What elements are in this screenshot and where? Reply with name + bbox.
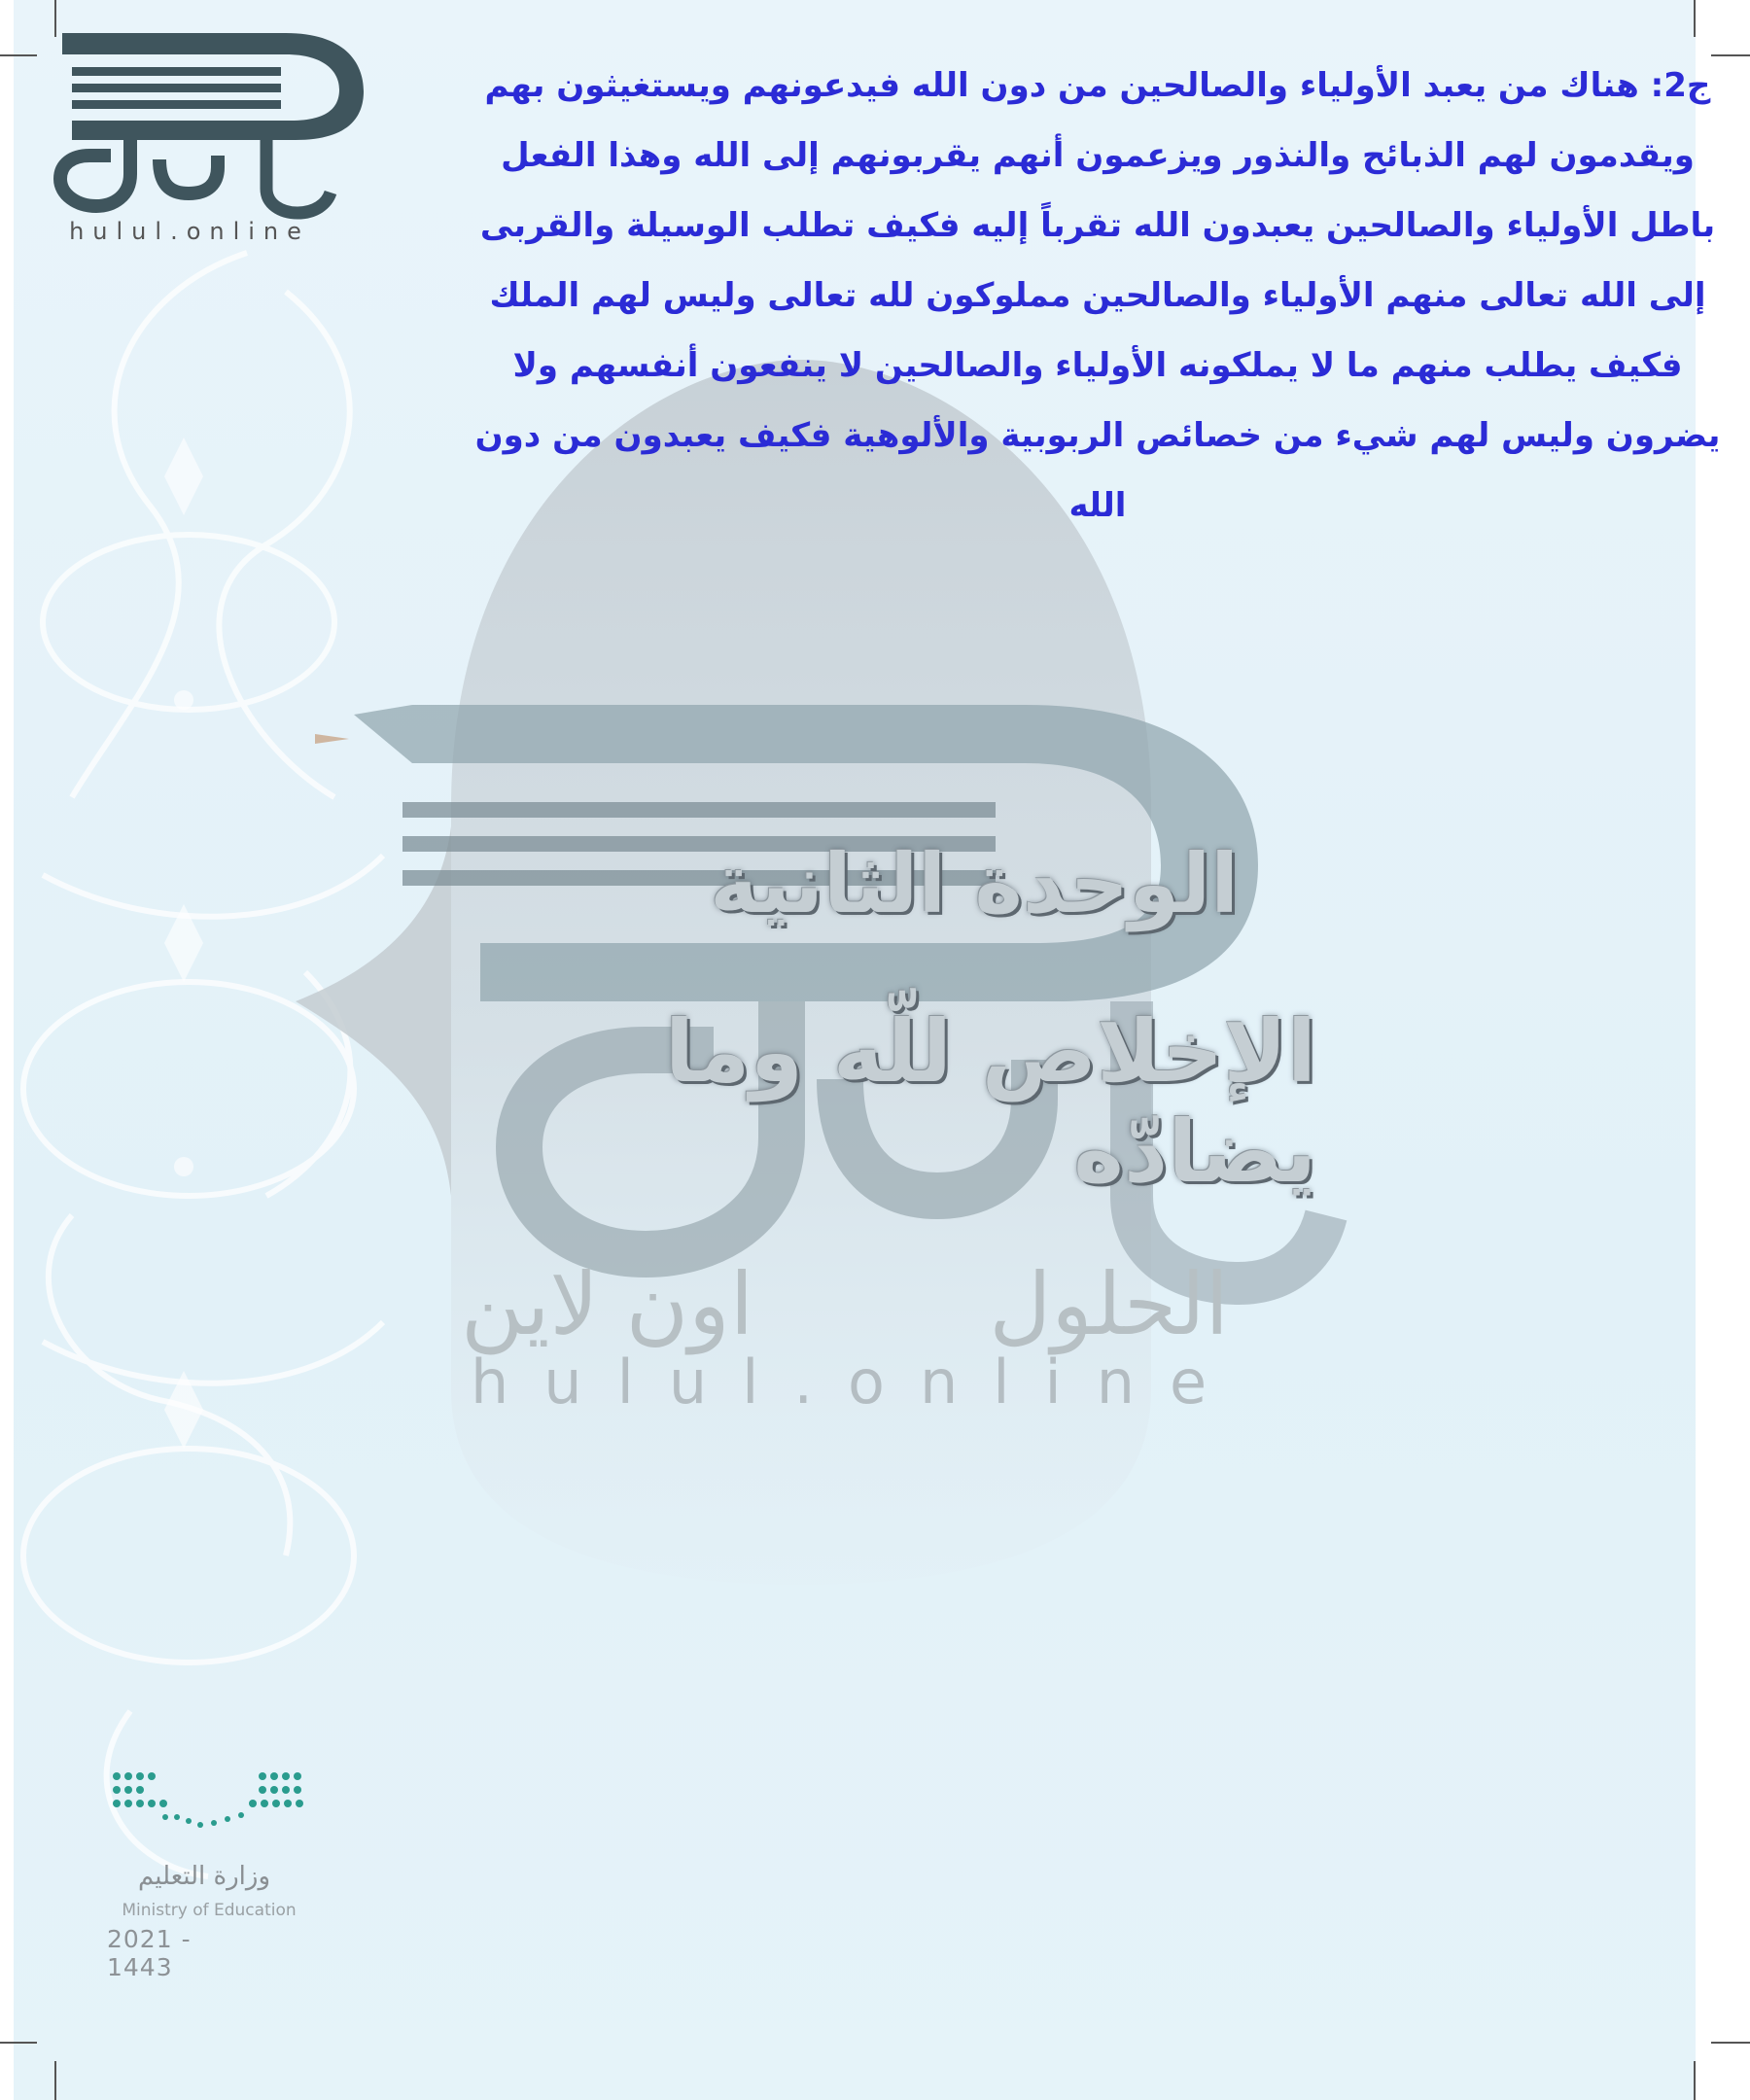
crop-mark-bottom-right-v [1694,2061,1696,2100]
ministry-name-ar: وزارة التعليم [137,1862,271,1891]
watermark-arabic [461,1254,1229,1354]
crop-mark-top-left-v [54,0,56,37]
answer-text: هناك من يعبد الأولياء والصالحين من دون الله فيدعونهم ويستغيثون بهم ويقدمون لهم الذبائح والنذور ويزعمون أنهم يقربونهم إلى الله وهذا الفعل باطل الأولياء والصالحين يعبدون الله تقرباً إليه فكيف تطلب الوسيلة والقربى إلى الله تعالى منهم الأولياء والصالحين مملوكون لله تعالى وليس لهم الملك فكيف يطلب منهم ما لا يملكونه الأولياء والصالحين لا ينفعون أنفسهم ولا يضرون وليس لهم شيء من خصائص الربوبية والألوهية فكيف يعبدون من دون الله [474,66,1721,525]
ministry-year: 2021 - 1443 [107,1925,192,1981]
answer-paragraph [471,51,1725,541]
ministry-name-en: Ministry of Education [122,1901,297,1920]
answer-label: ج2: [1650,66,1711,105]
brand-logo-mark [43,14,354,247]
textbook-page [14,0,1721,2100]
crop-mark-bottom-left-h [0,2042,37,2044]
brand-site: hulul.online [69,218,310,245]
crop-mark-top-right-v [1694,0,1696,37]
crop-mark-top-left-h [0,54,37,56]
watermark-left-text: الحلول [989,1254,1229,1354]
unit-subtitle: الإخلاص للّه وما يضادّه [664,1001,1316,1202]
crop-mark-top-right-h [1711,54,1750,56]
unit-title: الوحدة الثانية [710,836,1239,931]
crop-mark-bottom-left-v [54,2061,56,2100]
ministry-emblem-icon [107,1765,311,1852]
crop-mark-bottom-right-h [1711,2042,1750,2044]
watermark-right-text: اون لاين [461,1254,754,1354]
watermark-site: hulul.online [471,1347,1242,1418]
ministry-logo [107,1765,331,1981]
brand-logo [43,14,354,251]
